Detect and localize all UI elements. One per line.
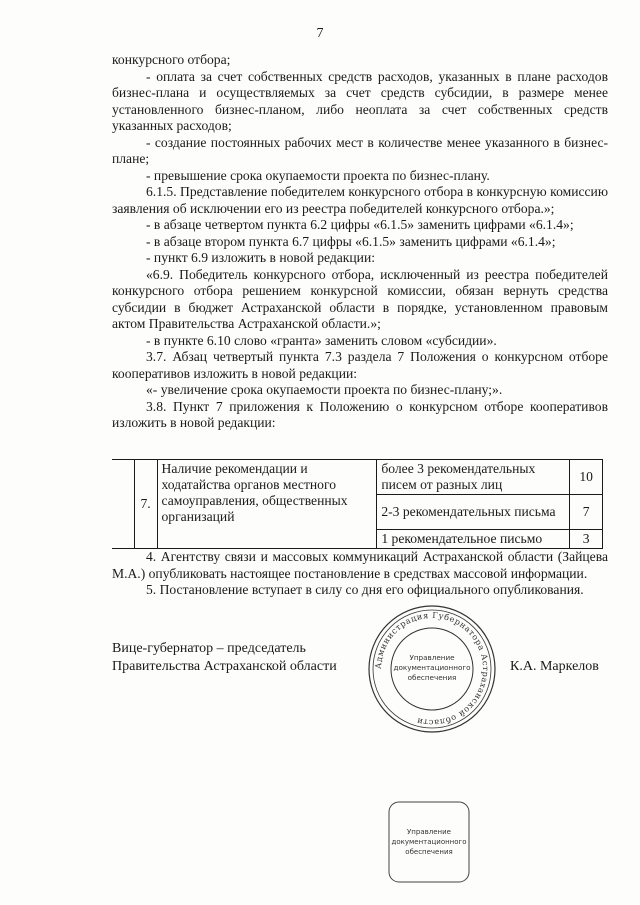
table-row: [112, 460, 603, 495]
paragraph: - в абзаце втором пункта 6.7 цифры «6.1.5» заменить цифрами «6.1.4»;: [146, 233, 556, 249]
stamp-text: обеспечения: [405, 848, 453, 856]
seal-ring-text: Администрация Губернатора Астраханской области: [372, 609, 492, 729]
paragraph: - в абзаце четвертом пункта 6.2 цифры «6.1.5» заменить цифрами «6.1.4»;: [146, 217, 574, 232]
paragraph: - в пункте 6.10 слово «гранта» заменить словом «субсидии».: [146, 332, 497, 348]
option-cell: более 3 рекомендательных писем от разных лиц: [377, 460, 570, 495]
paragraph: 6.1.5. Представление победителем конкурсного отбора в конкурсную комиссию заявления об исключении его из реестра победителей конкурсного отбора.»;: [112, 184, 608, 216]
paragraph: конкурсного отбора;: [112, 52, 231, 67]
paragraph: - пункт 6.9 изложить в новой редакции:: [146, 250, 376, 265]
page-number: 7: [316, 26, 324, 41]
signatory-title-line: Вице-губернатор – председатель: [112, 641, 306, 656]
paragraph: - оплата за счет собственных средств расходов, указанных в плане расходов бизнес-плана и осуществляемых за счет средств субсидии, в размере менее установленного бизнес-планом, либо неоплата за счет собственных средств указанных расходов;: [112, 68, 608, 133]
stamp-text: Управление: [407, 828, 451, 836]
seal-center-text: документационного: [393, 663, 471, 672]
signatory-name: К.А. Маркелов: [510, 659, 599, 674]
row-number: 7.: [134, 460, 157, 549]
closing-paragraphs: [112, 549, 608, 599]
paragraph: «- увеличение срока окупаемости проекта по бизнес-плану;».: [146, 382, 503, 397]
small-stamp: [387, 800, 471, 884]
official-seal: [367, 604, 497, 734]
score-cell: 10: [570, 460, 603, 495]
signatory-title: [112, 640, 337, 676]
paragraph: 4. Агентству связи и массовых коммуникаций Астраханской области (Зайцева М.А.) опубликовать настоящее постановление в средствах массовой информации.: [112, 549, 608, 581]
option-cell: 1 рекомендательное письмо: [377, 530, 570, 549]
seal-center-text: Управление: [409, 653, 455, 662]
score-cell: 7: [570, 495, 603, 530]
document-body: [112, 52, 608, 432]
option-cell: 2-3 рекомендательных письма: [377, 495, 570, 530]
paragraph: «6.9. Победитель конкурсного отбора, исключенный из реестра победителей конкурсного отбора решением конкурсной комиссии, обязан вернуть средства субсидии в бюджет Астраханской области в порядке, установленном правовым актом Правительства Астраханской области.»;: [112, 266, 608, 331]
score-cell: 3: [570, 530, 603, 549]
seal-center-text: обеспечения: [407, 673, 457, 682]
paragraph: - создание постоянных рабочих мест в количестве менее указанного в бизнес-плане;: [112, 134, 608, 166]
criteria-table: [112, 459, 603, 549]
criterion-cell: Наличие рекомендации и ходатайства органов местного самоуправления, общественных организаций: [157, 460, 377, 549]
paragraph: 5. Постановление вступает в силу со дня его официального опубликования.: [146, 582, 584, 597]
signatory-title-line: Правительства Астраханской области: [112, 659, 337, 674]
paragraph: 3.7. Абзац четвертый пункта 7.3 раздела 7 Положения о конкурсном отборе кооперативов изложить в новой редакции:: [112, 349, 608, 381]
paragraph: 3.8. Пункт 7 приложения к Положению о конкурсном отборе кооперативов изложить в новой редакции:: [112, 398, 608, 430]
paragraph: - превышение срока окупаемости проекта по бизнес-плану.: [146, 167, 490, 183]
stamp-text: документационного: [391, 838, 467, 846]
table-cell-empty: [112, 460, 134, 549]
